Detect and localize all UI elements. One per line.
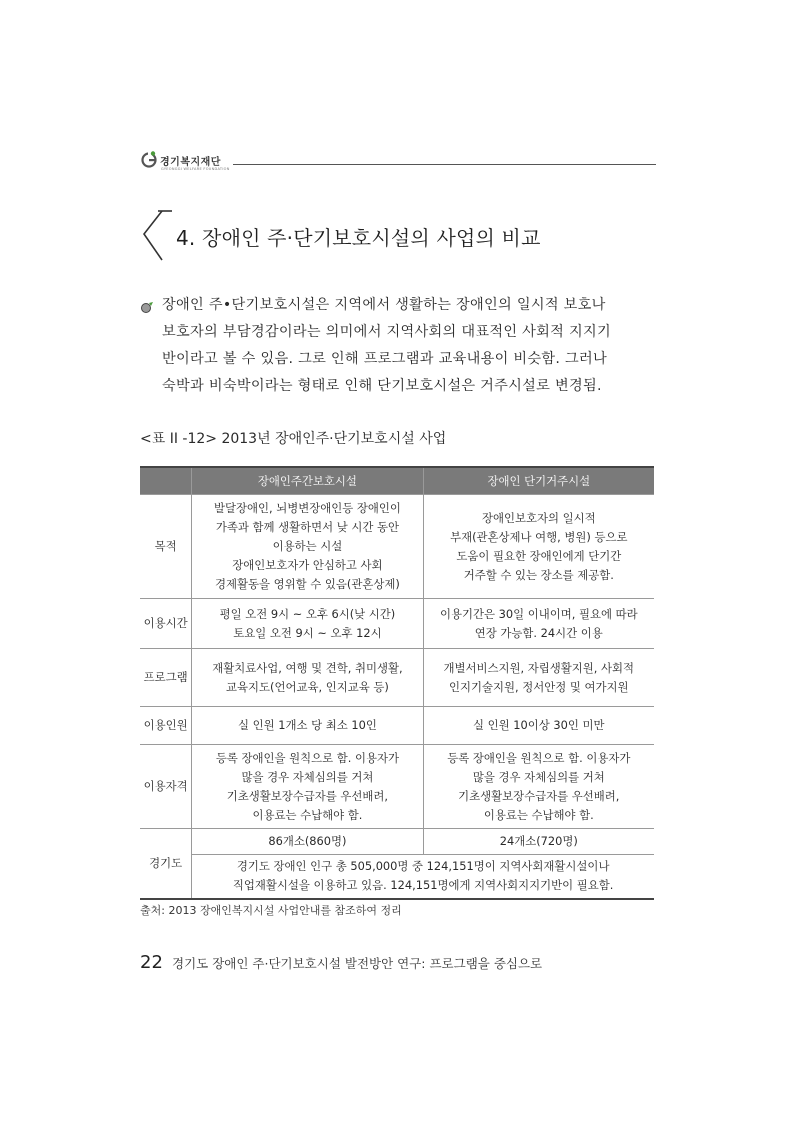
gyeonggi-note (192, 855, 654, 899)
comparison-table (140, 466, 654, 900)
header-divider (233, 164, 656, 165)
cell-line: 기초생활보장수급자를 우선배려, (458, 788, 620, 803)
cell-line: 거주할 수 있는 장소를 제공함. (463, 567, 614, 582)
row-label: 경기도 (140, 829, 192, 899)
cell-line: 이용기간은 30일 이내이며, 필요에 따라 (439, 606, 638, 621)
eligibility-short-stay (423, 745, 654, 829)
cell-line: 실 인원 1개소 당 최소 10인 (237, 718, 377, 732)
table-caption: <표 II -12> 2013년 장애인주·단기보호시설 사업 (140, 431, 447, 447)
table-source: 출처: 2013 장애인복지시설 사업안내를 참조하여 정리 (140, 904, 402, 917)
cell-line: 많을 경우 자체심의를 거쳐 (241, 769, 374, 784)
org-subtitle: GYEONGGI WELFARE FOUNDATION (161, 167, 230, 171)
page-number: 22 (140, 952, 163, 973)
footer-title: 경기도 장애인 주·단기보호시설 발전방안 연구: 프로그램을 중심으로 (172, 956, 543, 971)
paragraph-line: 보호자의 부담경감이라는 의미에서 지역사회의 대표적인 사회적 지지기 (162, 324, 612, 340)
purpose-short-stay (423, 495, 654, 599)
cell-line: 경제활동을 영위할 수 있음(관혼상제) (215, 577, 400, 591)
cell-line: 연장 가능함. 24시간 이용 (474, 625, 603, 640)
table-row-gyeonggi-note (140, 855, 654, 899)
row-label: 이용인원 (140, 707, 192, 745)
cell-line: 발달장애인, 뇌병변장애인등 장애인이 (213, 501, 401, 515)
foundation-logo-icon (140, 150, 158, 168)
cell-line: 교육지도(언어교육, 인지교육 등) (226, 679, 389, 694)
cell-line: 재활치료사업, 여행 및 견학, 취미생활, (212, 660, 403, 675)
cell-line: 장애인보호자의 일시적 (481, 510, 596, 525)
program-short-stay (423, 649, 654, 707)
cell-line: 많을 경우 자체심의를 거쳐 (472, 769, 605, 784)
cell-line: 직업재활시설을 이용하고 있음. 124,151명에게 지역사회지지기반이 필요함. (232, 878, 614, 893)
row-label: 목적 (140, 495, 192, 599)
section-title-text: 장애인 주·단기보호시설의 사업의 비교 (202, 226, 541, 250)
gyeonggi-short-stay-count: 24개소(720명) (423, 829, 654, 855)
section-title (176, 222, 541, 251)
cell-line: 장애인보호자가 안심하고 사회 (232, 558, 383, 572)
org-name: 경기복지재단 (160, 157, 221, 168)
table-row-capacity (140, 707, 654, 745)
page-header (140, 148, 656, 178)
cell-line: 이용하는 시설 (272, 539, 343, 553)
purpose-day-care (192, 495, 423, 599)
header-day-care: 장애인주간보호시설 (192, 467, 423, 495)
table-row-gyeonggi-counts (140, 829, 654, 855)
row-label: 이용시간 (140, 599, 192, 649)
hours-day-care (192, 599, 423, 649)
gyeonggi-day-care-count: 86개소(860명) (192, 829, 423, 855)
capacity-short-stay (423, 707, 654, 745)
cell-line: 인지기술지원, 정서안정 및 여가지원 (449, 679, 629, 694)
eligibility-day-care (192, 745, 423, 829)
section-heading (140, 208, 660, 264)
cell-line: 토요일 오전 9시 ~ 오후 12시 (233, 625, 382, 640)
table-header-row (140, 467, 654, 495)
table-row-program (140, 649, 654, 707)
cell-line: 도움이 필요한 장애인에게 단기간 (456, 548, 622, 563)
cell-line: 실 인원 10이상 30인 미만 (473, 718, 605, 732)
row-label: 프로그램 (140, 649, 192, 707)
bullet-icon (140, 301, 154, 313)
cell-line: 기초생활보장수급자를 우선배려, (226, 788, 389, 803)
paragraph-line: 숙박과 비숙박이라는 형태로 인해 단기보호시설은 거주시설로 변경됨. (162, 378, 602, 394)
table-row-purpose (140, 495, 654, 599)
program-day-care (192, 649, 423, 707)
title-bracket-icon (140, 208, 174, 264)
hours-short-stay (423, 599, 654, 649)
header-corner (140, 467, 192, 495)
cell-line: 부재(관혼상제나 여행, 병원) 등으로 (450, 529, 628, 544)
row-label: 이용자격 (140, 745, 192, 829)
page-footer (140, 952, 542, 973)
section-number: 4. (176, 226, 196, 250)
capacity-day-care (192, 707, 423, 745)
table-row-hours (140, 599, 654, 649)
cell-line: 이용료는 수납해야 함. (483, 807, 594, 822)
cell-line: 개별서비스지원, 자립생활지원, 사회적 (443, 660, 635, 675)
cell-line: 가족과 함께 생활하면서 낮 시간 동안 (215, 520, 399, 534)
cell-line: 경기도 장애인 인구 총 505,000명 중 124,151명이 지역사회재활시설이나 (236, 859, 610, 874)
table-row-eligibility (140, 745, 654, 829)
cell-line: 평일 오전 9시 ~ 오후 6시(낮 시간) (219, 606, 396, 621)
cell-line: 등록 장애인을 원칙으로 함. 이용자가 (447, 750, 631, 765)
paragraph-line: 장애인 주•단기보호시설은 지역에서 생활하는 장애인의 일시적 보호나 (162, 297, 606, 313)
cell-line: 등록 장애인을 원칙으로 함. 이용자가 (215, 750, 399, 765)
cell-line: 이용료는 수납해야 함. (252, 807, 363, 822)
paragraph-line: 반이라고 볼 수 있음. 그로 인해 프로그램과 교육내용이 비슷함. 그러나 (162, 351, 608, 367)
header-short-stay: 장애인 단기거주시설 (423, 467, 654, 495)
